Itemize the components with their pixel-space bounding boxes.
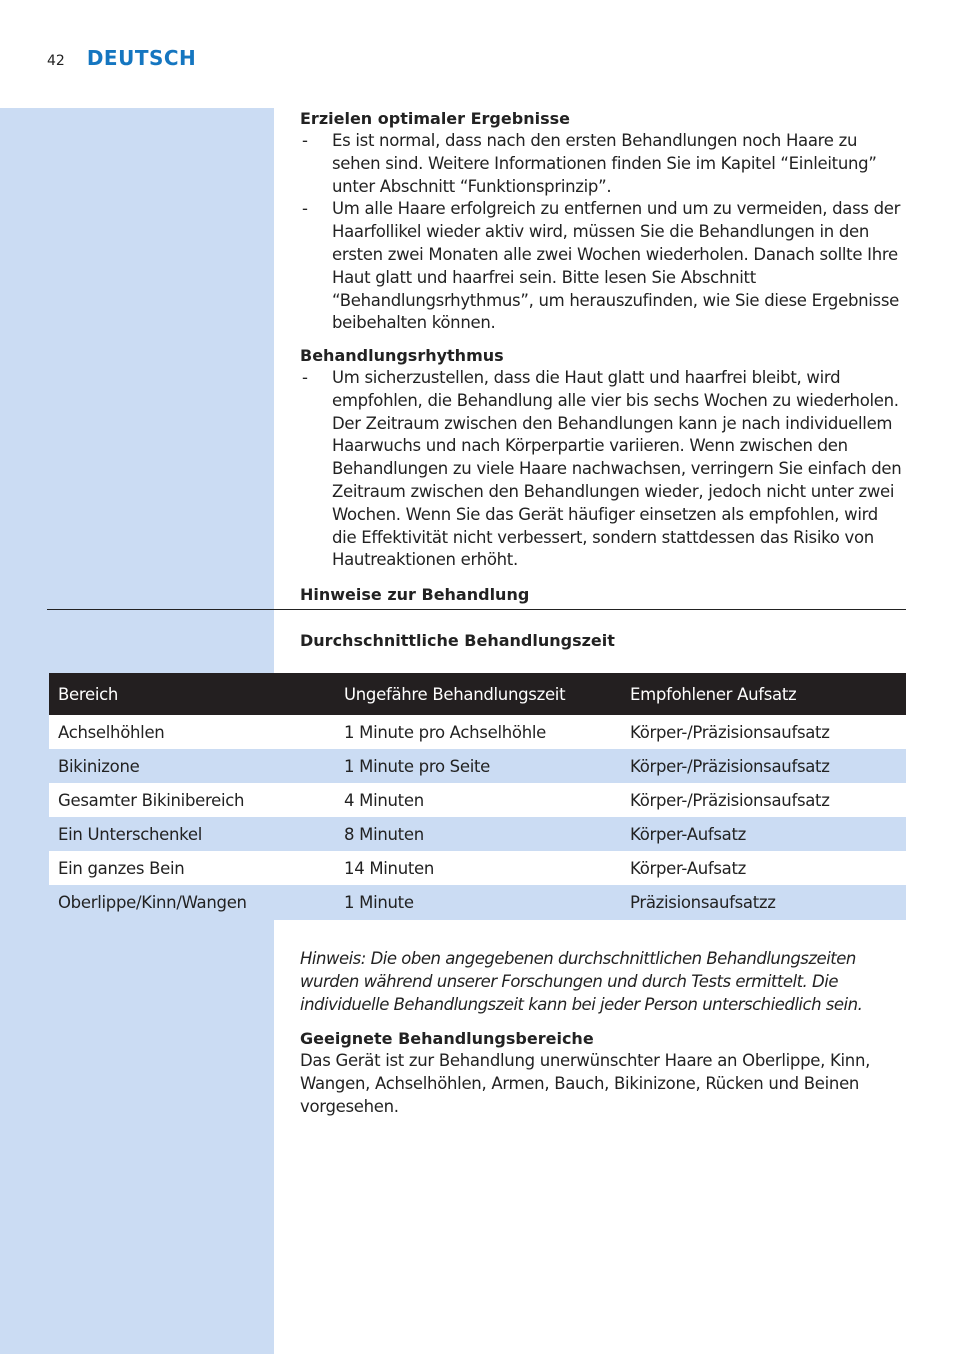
- table-row: [49, 783, 906, 817]
- table-cell: Präzisionsaufsatzz: [621, 885, 906, 920]
- note-text: Hinweis: Die oben angegebenen durchschnittlichen Behandlungszeiten wurden während unserer Forschungen und durch Tests ermittelt. Die individuelle Behandlungszeit kann bei jeder Person unterschiedlich sein.: [300, 949, 863, 1014]
- column-header-time: Ungefähre Behandlungszeit: [335, 673, 621, 715]
- section-optimal-results: [300, 108, 906, 335]
- table-cell: 14 Minuten: [335, 851, 621, 885]
- section-heading: Durchschnittliche Behandlungszeit: [300, 631, 615, 650]
- table-cell: Körper-/Präzisionsaufsatz: [621, 749, 906, 783]
- table-cell: 1 Minute pro Achselhöhle: [335, 715, 621, 749]
- table-row: [49, 885, 906, 920]
- bullet-item: [300, 367, 906, 572]
- table-cell: Körper-Aufsatz: [621, 851, 906, 885]
- bullet-text: Es ist normal, dass nach den ersten Behandlungen noch Haare zu sehen sind. Weitere Informationen finden Sie im Kapitel “Einleitung” unter Abschnitt “Funktionsprinzip”.: [332, 131, 877, 196]
- horizontal-rule: [47, 609, 906, 610]
- table-cell: Ein ganzes Bein: [49, 851, 335, 885]
- bullet-dash: -: [302, 199, 308, 219]
- table-cell: 4 Minuten: [335, 783, 621, 817]
- section-treatment-hints: [300, 584, 906, 606]
- table-cell: 1 Minute pro Seite: [335, 749, 621, 783]
- table-cell: 8 Minuten: [335, 817, 621, 851]
- treatment-time-table: [49, 673, 906, 920]
- section-treatment-rhythm: [300, 345, 906, 572]
- table-cell: 1 Minute: [335, 885, 621, 920]
- section-heading: Erzielen optimaler Ergebnisse: [300, 109, 570, 128]
- section-average-time: [300, 630, 906, 652]
- page-header: [47, 46, 196, 76]
- table-cell: Körper-Aufsatz: [621, 817, 906, 851]
- bullet-item: [300, 130, 906, 198]
- bullet-text: Um sicherzustellen, dass die Haut glatt und haarfrei bleibt, wird empfohlen, die Behandlung alle vier bis sechs Wochen zu wiederholen. Der Zeitraum zwischen den Behandlungen kann je nach individuellem Haarwuchs und nach Körperpartie variieren. Wenn zwischen den Behandlungen zu viele Haare nachwachsen, verringern Sie einfach den Zeitraum zwischen den Behandlungen wieder, jedoch nicht unter zwei Wochen. Wenn Sie das Gerät häufiger einsetzen als empfohlen, wird die Effektivität nicht verbessert, sondern stattdessen das Risiko von Hautreaktionen erhöht.: [332, 368, 902, 570]
- table-row: [49, 715, 906, 749]
- section-heading: Behandlungsrhythmus: [300, 346, 504, 365]
- table-cell: Oberlippe/Kinn/Wangen: [49, 885, 335, 920]
- section-heading: Hinweise zur Behandlung: [300, 585, 530, 604]
- table-row: [49, 817, 906, 851]
- column-header-area: Bereich: [49, 673, 335, 715]
- section-body-text: Das Gerät ist zur Behandlung unerwünschter Haare an Oberlippe, Kinn, Wangen, Achselhöhlen, Armen, Bauch, Bikinizone, Rücken und Beinen vorgesehen.: [300, 1051, 871, 1116]
- table-cell: Körper-/Präzisionsaufsatz: [621, 783, 906, 817]
- page-number: 42: [47, 53, 65, 69]
- table-cell: Gesamter Bikinibereich: [49, 783, 335, 817]
- bullet-text: Um alle Haare erfolgreich zu entfernen und um zu vermeiden, dass der Haarfollikel wieder aktiv wird, müssen Sie die Behandlungen in den ersten zwei Monaten alle zwei Wochen wiederholen. Danach sollte Ihre Haut glatt und haarfrei sein. Bitte lesen Sie Abschnitt “Behandlungsrhythmus”, um herauszufinden, wie Sie diese Ergebnisse beibehalten können.: [332, 199, 901, 333]
- bullet-dash: -: [302, 368, 308, 387]
- table-cell: Achselhöhlen: [49, 715, 335, 749]
- table-cell: Ein Unterschenkel: [49, 817, 335, 851]
- table-cell: Bikinizone: [49, 749, 335, 783]
- language-title: DEUTSCH: [86, 46, 197, 70]
- section-heading: Geeignete Behandlungsbereiche: [300, 1029, 594, 1048]
- table-row: [49, 749, 906, 783]
- section-suitable-areas: [300, 1028, 906, 1118]
- table-row: [49, 851, 906, 885]
- bullet-item: [300, 198, 906, 335]
- table-header-row: [49, 673, 906, 715]
- bullet-dash: -: [302, 131, 308, 150]
- table-cell: Körper-/Präzisionsaufsatz: [621, 715, 906, 749]
- section-note: [300, 948, 906, 1016]
- column-header-attachment: Empfohlener Aufsatz: [621, 673, 906, 715]
